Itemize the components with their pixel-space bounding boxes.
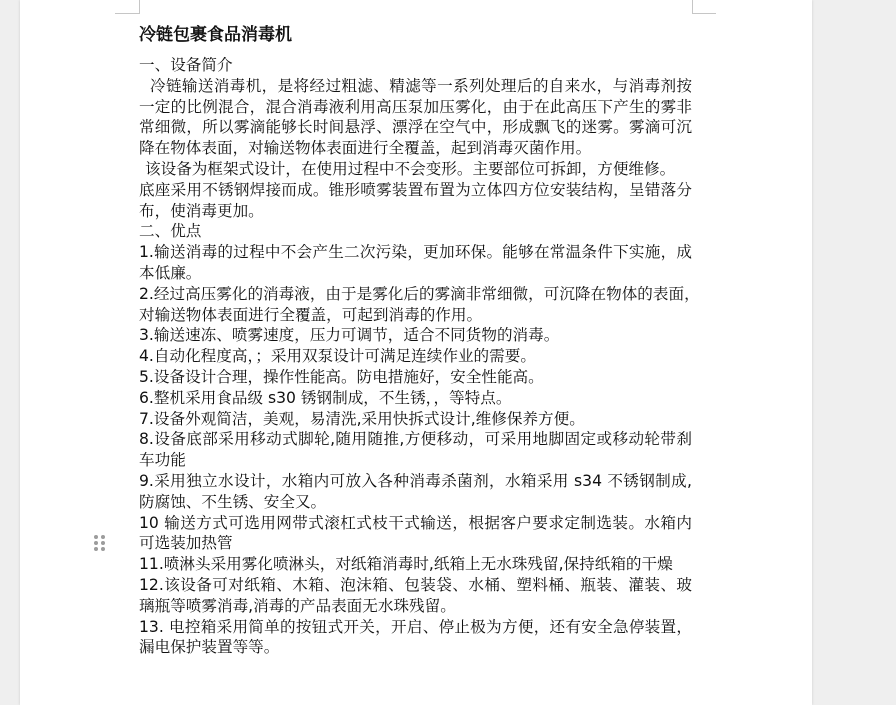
text-line: 6.整机采用食品级 s30 锈钢制成，不生锈，，等特点。 xyxy=(139,388,512,407)
margin-corner-mark-top-right-vertical xyxy=(692,0,693,14)
drag-handle-icon[interactable] xyxy=(94,535,105,551)
text-line: 布，使消毒更加。 xyxy=(139,201,264,220)
text-line: 防腐蚀、不生锈、安全又。 xyxy=(139,492,327,511)
drag-handle-dot xyxy=(94,547,98,551)
text-line: 该设备为框架式设计，在使用过程中不会变形。主要部位可拆卸，方便维修。 xyxy=(145,159,676,178)
text-line: 7.设备外观简洁，美观，易清洗,采用快拆式设计,维修保养方便。 xyxy=(139,409,585,428)
drag-handle-dot xyxy=(101,541,105,545)
text-line: 本低廉。 xyxy=(139,263,202,282)
text-line: 一、设备简介 xyxy=(139,56,233,74)
text-line: 1.输送消毒的过程中不会产生二次污染，更加环保。能够在常温条件下实施，成 xyxy=(139,243,692,262)
list-item xyxy=(139,409,692,430)
margin-corner-mark-top-right-horizontal xyxy=(692,13,716,14)
margin-corner-mark-top-left-horizontal xyxy=(115,13,140,14)
text-line: 降在物体表面，对输送物体表面进行全覆盖，起到消毒灭菌作用。 xyxy=(139,139,592,158)
list-item xyxy=(139,617,692,659)
text-line: 5.设备设计合理，操作性能高。防电措施好，安全性能高。 xyxy=(139,367,544,386)
paragraph xyxy=(139,76,692,159)
text-line: 10 输送方式可选用网带式滚杠式枝干式输送，根据客户要求定制选装。水箱内 xyxy=(139,513,692,532)
text-line: 漏电保护装置等等。 xyxy=(139,638,280,657)
text-line: 12.该设备可对纸箱、木箱、泡沫箱、包装袋、水桶、塑料桶、瓶装、灌装、玻 xyxy=(139,575,692,594)
list-item xyxy=(139,388,692,409)
text-line: 2.经过高压雾化的消毒液，由于是雾化后的雾滴非常细微，可沉降在物体的表面， xyxy=(139,284,700,303)
text-line: 底座采用不锈钢焊接而成。锥形喷雾装置布置为立体四方位安装结构，呈错落分 xyxy=(139,180,692,199)
document-body xyxy=(139,55,700,658)
text-line: 9.采用独立水设计，水箱内可放入各种消毒杀菌剂，水箱采用 s34 不锈钢制成, xyxy=(139,471,692,490)
list-item xyxy=(139,513,692,555)
paragraph xyxy=(139,159,692,180)
list-item xyxy=(139,429,692,471)
text-line: 二、优点 xyxy=(139,222,202,241)
list-item xyxy=(139,554,692,575)
list-item xyxy=(139,575,692,617)
text-line: 3.输送速冻、喷雾速度，压力可调节，适合不同货物的消毒。 xyxy=(139,326,560,345)
text-line: 一定的比例混合，混合消毒液利用高压泵加压雾化，由于在此高压下产生的雾非 xyxy=(139,97,692,116)
document-page[interactable] xyxy=(20,0,812,705)
text-line: 常细微，所以雾滴能够长时间悬浮、漂浮在空气中，形成飘飞的迷雾。雾滴可沉 xyxy=(139,118,692,137)
drag-handle-dot xyxy=(101,547,105,551)
list-item xyxy=(139,367,692,388)
list-item xyxy=(139,325,692,346)
text-line: 11.喷淋头采用雾化喷淋头，对纸箱消毒时,纸箱上无水珠残留,保持纸箱的干燥 xyxy=(139,555,673,574)
section-heading-advantages xyxy=(139,221,692,242)
list-item xyxy=(139,284,700,326)
text-line: 可选装加热管 xyxy=(139,534,233,553)
list-item xyxy=(139,471,692,513)
drag-handle-dot xyxy=(94,541,98,545)
drag-handle-dot xyxy=(101,535,105,539)
margin-corner-mark-top-left-vertical xyxy=(139,0,140,14)
text-line: 冷链输送消毒机，是将经过粗滤、精滤等一系列处理后的自来水，与消毒剂按 xyxy=(150,76,692,95)
list-item xyxy=(139,242,692,284)
section-heading-intro xyxy=(139,55,692,76)
text-line: 8.设备底部采用移动式脚轮,随用随推,方便移动，可采用地脚固定或移动轮带刹 xyxy=(139,430,692,449)
paragraph xyxy=(139,180,692,222)
document-title: 冷链包裹食品消毒机 xyxy=(139,25,292,45)
text-line: 对输送物体表面进行全覆盖，可起到消毒的作用。 xyxy=(139,305,483,324)
list-item xyxy=(139,346,692,367)
text-line: 13. 电控箱采用简单的按钮式开关，开启、停止极为方便，还有安全急停装置， xyxy=(139,617,692,636)
text-line: 4.自动化程度高，；采用双泵设计可满足连续作业的需要。 xyxy=(139,347,536,366)
drag-handle-dot xyxy=(94,535,98,539)
text-line: 车功能 xyxy=(139,451,186,470)
text-line: 璃瓶等喷雾消毒,消毒的产品表面无水珠残留。 xyxy=(139,596,456,615)
